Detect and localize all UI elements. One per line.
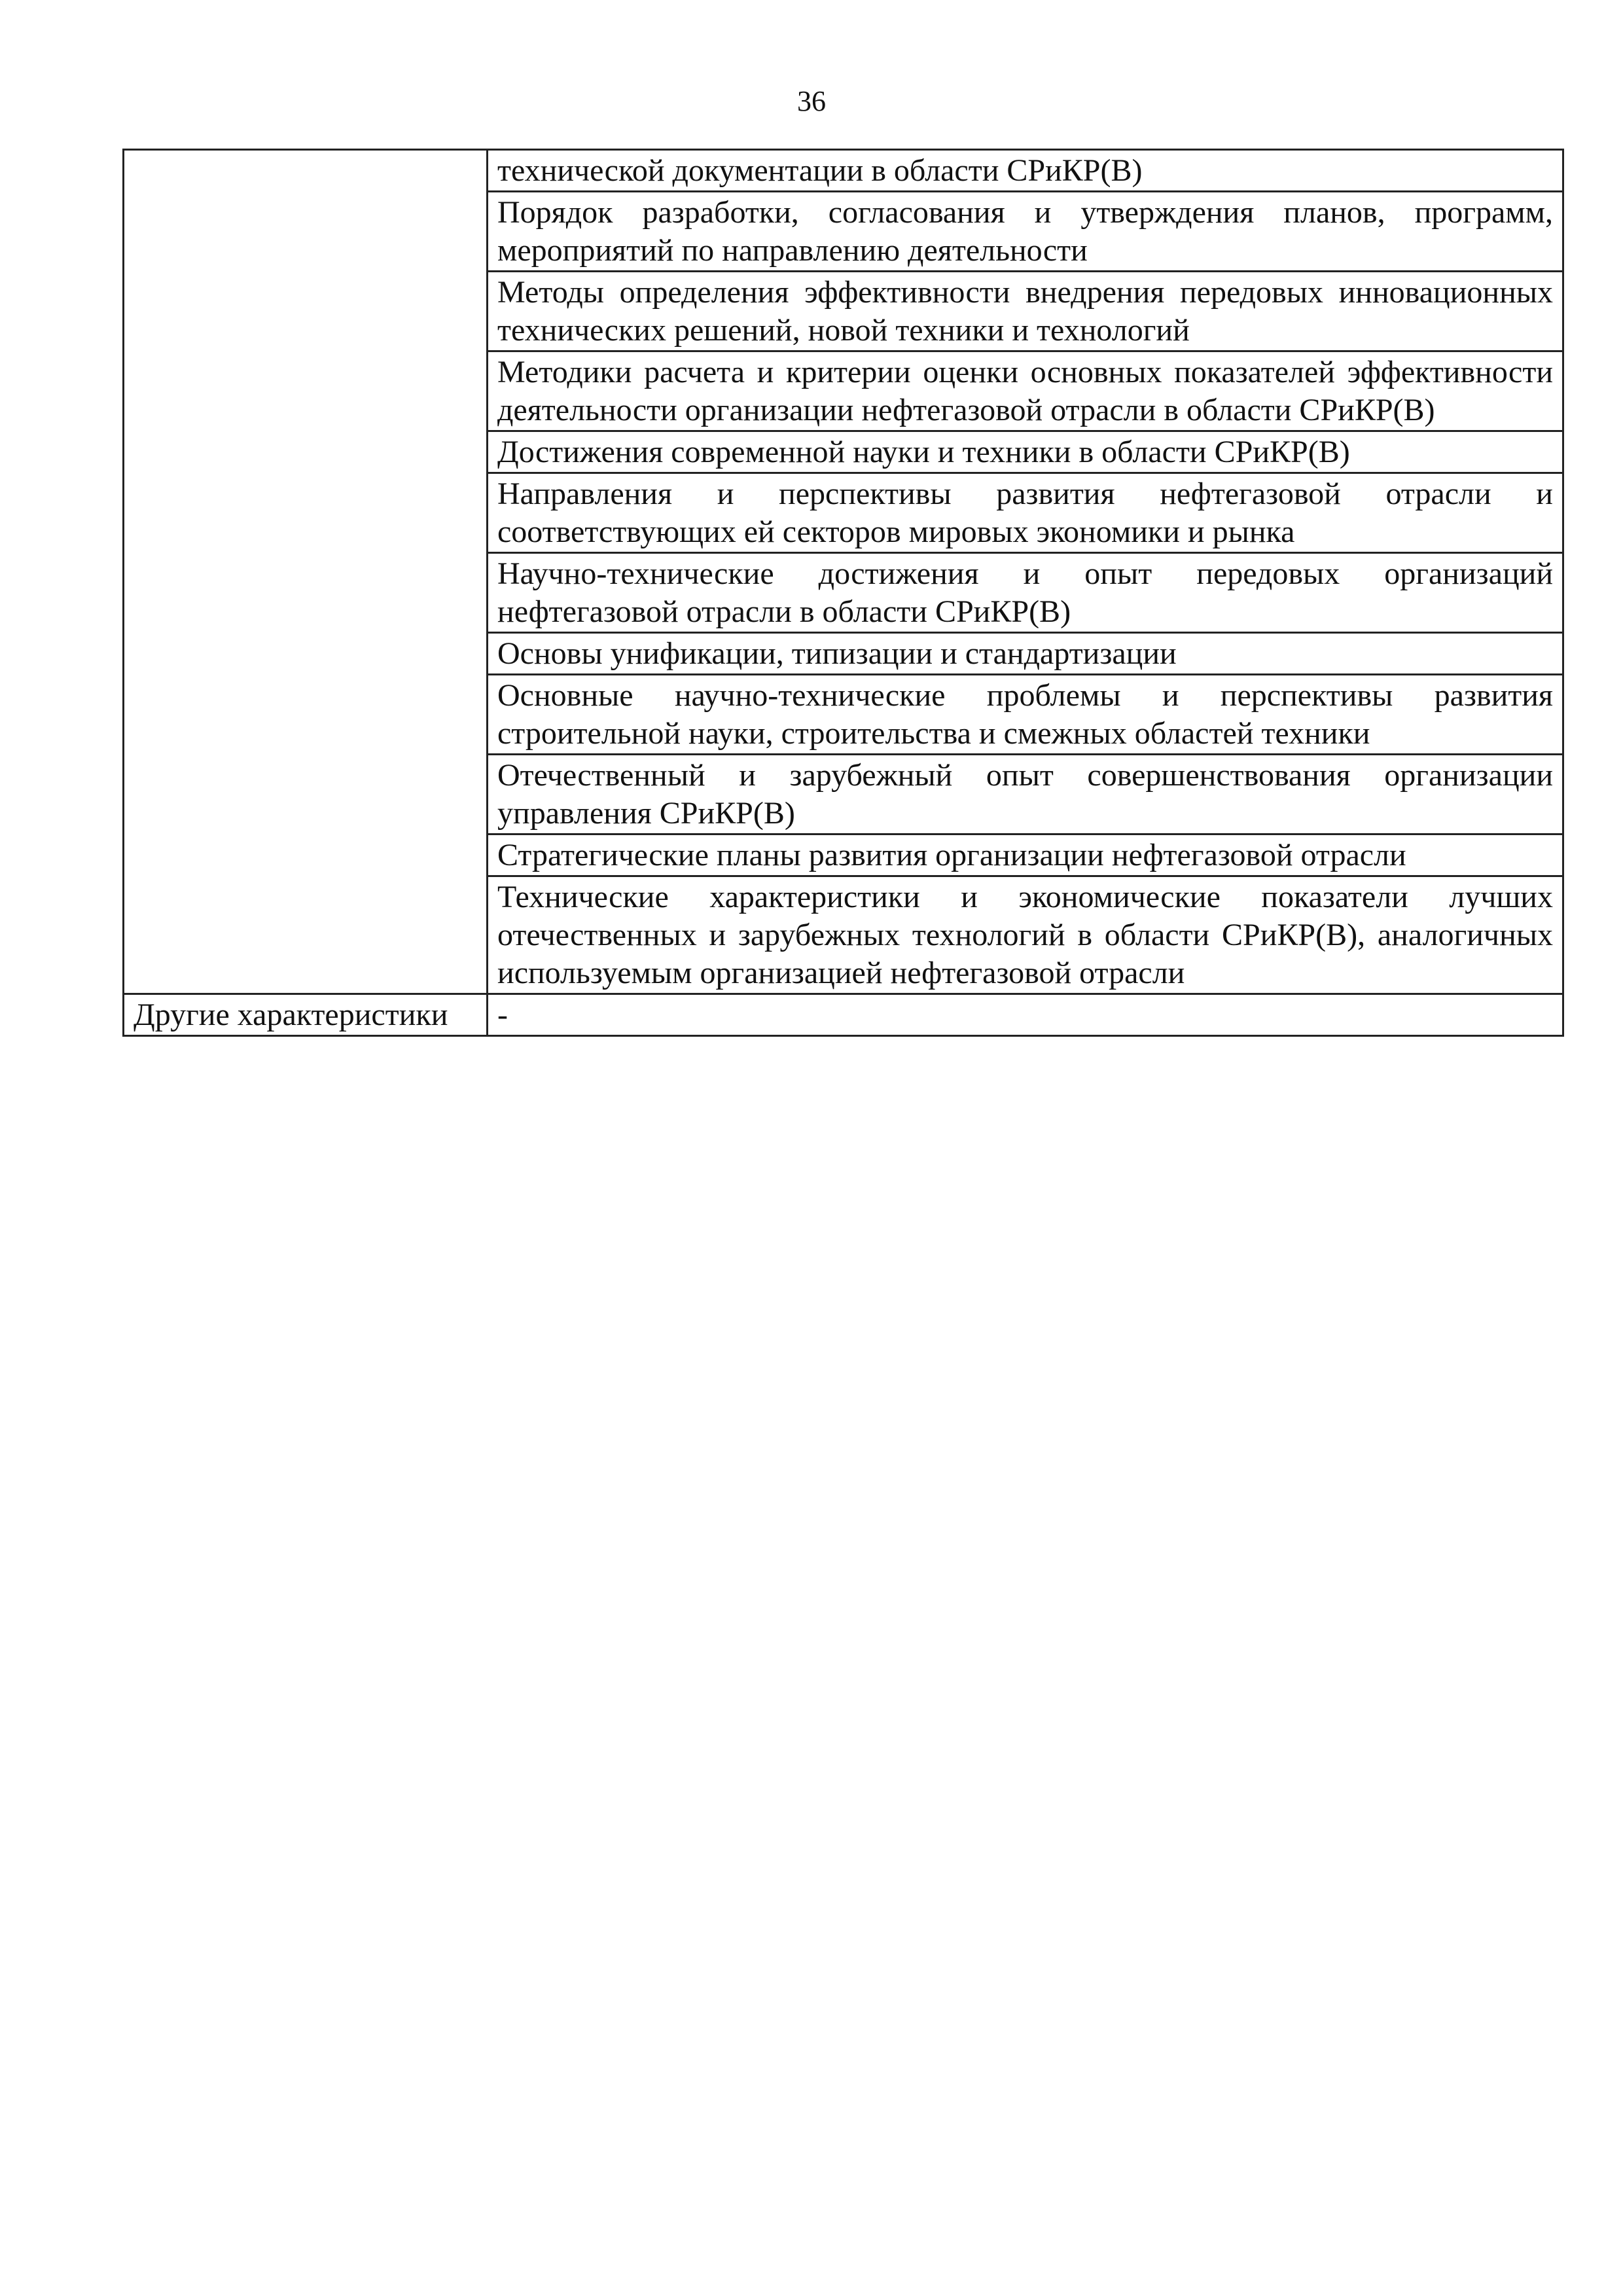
knowledge-item-text: Научно-технические достижения и опыт передовых организаций нефтегазовой отрасли в области СРиКР(В) [497, 556, 1553, 629]
knowledge-item-text: Достижения современной науки и техники в области СРиКР(В) [497, 435, 1350, 469]
other-characteristics-value: - [497, 997, 508, 1032]
knowledge-item [488, 473, 1563, 553]
page-number: 36 [797, 85, 826, 117]
competency-table [122, 149, 1564, 1037]
knowledge-item-text: Основные научно-технические проблемы и перспективы развития строительной науки, строительства и смежных областей техники [497, 678, 1553, 751]
knowledge-item [488, 876, 1563, 994]
table-row [124, 994, 1563, 1036]
knowledge-item-text: Порядок разработки, согласования и утверждения планов, программ, мероприятий по направлению деятельности [497, 195, 1553, 268]
knowledge-item-text: Технические характеристики и экономические показатели лучших отечественных и зарубежных технологий в области СРиКР(В), аналогичных используемым организацией нефтегазовой отрасли [497, 880, 1553, 990]
knowledge-item-text: Стратегические планы развития организации нефтегазовой отрасли [497, 838, 1406, 872]
knowledge-item-text: Отечественный и зарубежный опыт совершенствования организации управления СРиКР(В) [497, 758, 1553, 831]
knowledge-item [488, 272, 1563, 351]
knowledge-item [488, 351, 1563, 431]
knowledge-category-cell [124, 150, 488, 994]
knowledge-item [488, 755, 1563, 834]
knowledge-item [488, 431, 1563, 473]
knowledge-item-text: Методики расчета и критерии оценки основных показателей эффективности деятельности организации нефтегазовой отрасли в области СРиКР(В) [497, 355, 1553, 427]
other-characteristics-label: Другие характеристики [134, 997, 448, 1032]
other-characteristics-value-cell [488, 994, 1563, 1036]
knowledge-item [488, 834, 1563, 876]
knowledge-item [488, 192, 1563, 272]
table-row [124, 150, 1563, 192]
knowledge-item [488, 633, 1563, 675]
other-characteristics-label-cell [124, 994, 488, 1036]
knowledge-item [488, 150, 1563, 192]
knowledge-item [488, 675, 1563, 755]
knowledge-item [488, 553, 1563, 633]
knowledge-item-text: Основы унификации, типизации и стандартизации [497, 636, 1177, 671]
knowledge-item-text: Методы определения эффективности внедрения передовых инновационных технических решений, новой техники и технологий [497, 275, 1553, 348]
knowledge-item-text: технической документации в области СРиКР(В) [497, 153, 1143, 188]
knowledge-item-text: Направления и перспективы развития нефтегазовой отрасли и соответствующих ей секторов мировых экономики и рынка [497, 476, 1553, 549]
